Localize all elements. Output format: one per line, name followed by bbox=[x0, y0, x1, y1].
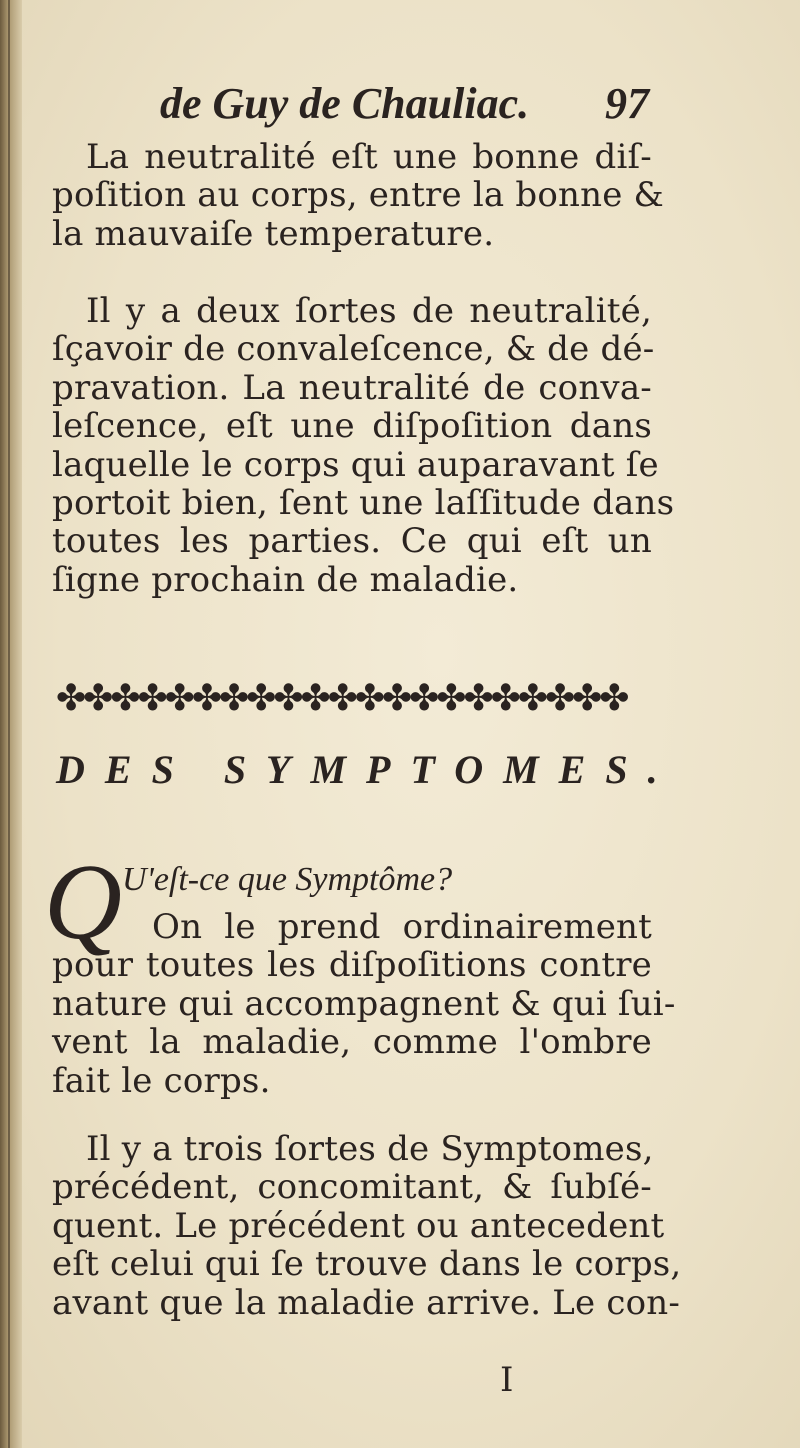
text-line: vent la maladie, comme l'ombre bbox=[52, 1022, 652, 1063]
text-line: nature qui accompagnent & qui ſui- bbox=[52, 983, 676, 1024]
running-title: de Guy de Chauliac. bbox=[160, 79, 530, 128]
text-line: précédent, concomitant, & ſubſé- bbox=[52, 1167, 652, 1208]
fleuron-ornament-band: ✤✤✤✤✤✤✤✤✤✤✤✤✤✤✤✤✤✤✤✤✤ bbox=[56, 678, 627, 719]
text-line: ſigne prochain de maladie. bbox=[52, 559, 519, 600]
page-number: 97 bbox=[605, 79, 649, 128]
text-line: la mauvaiſe temperature. bbox=[52, 213, 495, 254]
drop-cap-initial: Q bbox=[44, 843, 122, 962]
text-line: poſition au corps, entre la bonne & bbox=[52, 175, 665, 216]
text-line: fait le corps. bbox=[52, 1060, 271, 1101]
signature-mark: I bbox=[500, 1360, 514, 1400]
text-line: leſcence, eſt une diſpoſition dans bbox=[52, 406, 652, 447]
text-line: Il y a trois ſortes de Symptomes, bbox=[86, 1129, 654, 1169]
text-line: toutes les parties. Ce qui eſt un bbox=[52, 521, 652, 562]
running-header bbox=[160, 78, 660, 130]
paragraph-symptome-definition bbox=[52, 907, 676, 1101]
page-binding bbox=[0, 0, 22, 1448]
text-line: ſçavoir de convaleſcence, & de dé- bbox=[52, 329, 655, 370]
text-line: La neutralité eſt une bonne diſ- bbox=[86, 137, 652, 177]
text-line: laquelle le corps qui auparavant ſe bbox=[52, 444, 659, 485]
paragraph-neutralite-sortes bbox=[52, 291, 675, 600]
text-line: quent. Le précédent ou antecedent bbox=[52, 1205, 665, 1246]
text-line: pour toutes les diſpoſitions contre bbox=[52, 945, 652, 986]
section-heading: DES SYMPTOMES. bbox=[56, 747, 678, 792]
text-line: portoit bien, ſent une laſſitude dans bbox=[52, 483, 675, 524]
text-line: On le prend ordinairement bbox=[152, 907, 652, 947]
paragraph-symptome-sortes bbox=[52, 1129, 682, 1323]
binding-edge-line bbox=[8, 0, 10, 1448]
text-line: eſt celui qui ſe trouve dans le corps, bbox=[52, 1244, 682, 1285]
question-heading: U'eſt-ce que Symptôme? bbox=[122, 861, 453, 898]
paragraph-neutralite-definition bbox=[52, 137, 665, 254]
text-line: avant que la maladie arrive. Le con- bbox=[52, 1282, 681, 1323]
text-line: pravation. La neutralité de conva- bbox=[52, 367, 652, 408]
text-line: Il y a deux ſortes de neutralité, bbox=[86, 291, 652, 331]
